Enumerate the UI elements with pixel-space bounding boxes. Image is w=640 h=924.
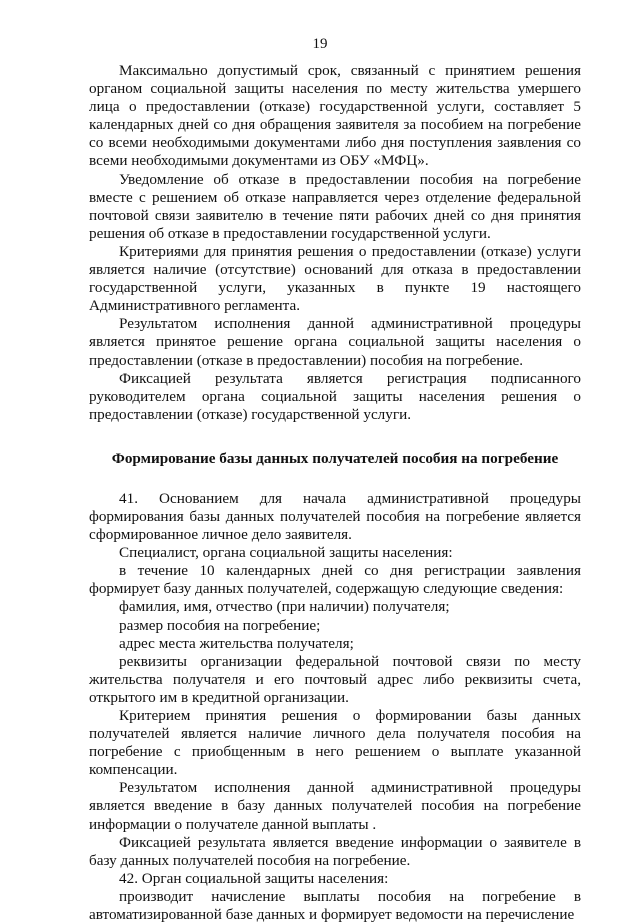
paragraph-database-forming: в течение 10 календарных дней со дня регистрации заявления формирует базу данных получателей, содержащую следующие сведения: xyxy=(89,562,581,598)
paragraph-refusal-notice: Уведомление об отказе в предоставлении пособия на погребение вместе с решением об отказе направляется через отделение федеральной почтовой связи заявителю в течение пяти рабочих дней со дня принятия решения об отказе в предоставлении государственной услуги. xyxy=(89,170,581,242)
paragraph-procedure-result: Результатом исполнения данной административной процедуры является принятое решение органа социальной защиты населения о предоставлении (отказе в предоставлении) пособия на погребение. xyxy=(89,315,581,369)
document-body xyxy=(89,62,581,924)
paragraph-specialist: Специалист, органа социальной защиты населения: xyxy=(119,544,453,562)
paragraph-42-accrual: производит начисление выплаты пособия на погребение в автоматизированной базе данных и формирует ведомости на перечисление xyxy=(89,887,581,924)
list-item-postal-details: реквизиты организации федеральной почтовой связи по месту жительства получателя и его почтовый адрес либо реквизиты счета, открытого им в кредитной организации. xyxy=(89,652,581,706)
paragraph-42-authority: 42. Орган социальной защиты населения: xyxy=(119,869,389,887)
list-item-benefit-amount: размер пособия на погребение; xyxy=(119,616,321,634)
paragraph-max-term: Максимально допустимый срок, связанный с принятием решения органом социальной защиты населения по месту жительства умершего лица о предоставлении (отказе) государственной услуги, составляет 5 календарных дней со дня обращения заявителя за пособием на погребение со всеми необходимыми документами либо дня поступления заявления со всеми необходимыми документами из ОБУ «МФЦ». xyxy=(89,62,581,170)
list-item-full-name: фамилия, имя, отчество (при наличии) получателя; xyxy=(119,598,450,616)
paragraph-41-basis: 41. Основанием для начала административной процедуры формирования базы данных получателей пособия на погребение является сформированное личное дело заявителя. xyxy=(89,489,581,544)
list-item-address: адрес места жительства получателя; xyxy=(119,634,354,652)
paragraph-database-criteria: Критерием принятия решения о формировании базы данных получателей является наличие личного дела получателя пособия на погребение с приобщенным в него решением о выплате указанной компенсации. xyxy=(89,707,581,779)
paragraph-result-fixation: Фиксацией результата является регистрация подписанного руководителем органа социальной защиты населения решения о предоставлении (отказе) государственной услуги. xyxy=(89,369,581,423)
page-number: 19 xyxy=(312,36,328,52)
paragraph-database-result: Результатом исполнения данной административной процедуры является введение в базу данных получателей пособия на погребение информации о получателе данной выплаты . xyxy=(89,779,581,833)
paragraph-decision-criteria: Критериями для принятия решения о предоставлении (отказе) услуги является наличие (отсутствие) оснований для отказа в предоставлении государственной услуги, указанных в пункте 19 настоящего Административного регламента. xyxy=(89,242,581,315)
section-heading: Формирование базы данных получателей пособия на погребение xyxy=(111,449,559,467)
paragraph-database-fixation: Фиксацией результата является введение информации о заявителе в базу данных получателей пособия на погребение. xyxy=(89,833,581,869)
